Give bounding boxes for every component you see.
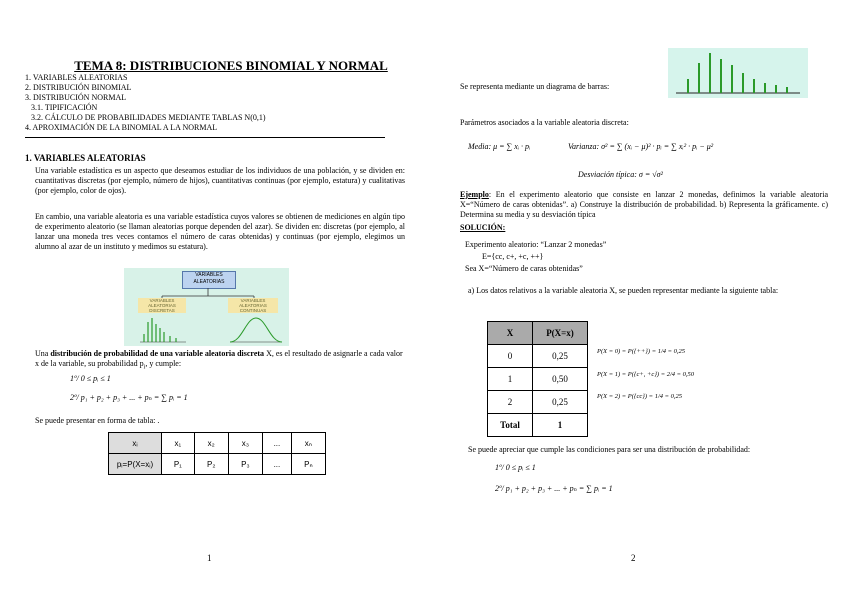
table-cell: 1 [533,414,588,437]
toc-item: 4. APROXIMACIÓN DE LA BINOMIAL A LA NORMAL [25,123,218,132]
condition-1: 1º/ 0 ≤ pᵢ ≤ 1 [70,374,111,383]
toc-item: 2. DISTRIBUCIÓN BINOMIAL [25,83,132,92]
toc-item: 3.2. CÁLCULO DE PROBABILIDADES MEDIANTE TABLAS N(0,1) [31,113,266,122]
table-cell: 0 [488,345,533,368]
condition-1: 1º/ 0 ≤ pᵢ ≤ 1 [495,463,536,472]
diagram-right: VARIABLES ALEATORIAS CONTINUAS [228,298,278,313]
toc-item: 3.1. TIPIFICACIÓN [31,103,98,112]
table-cell: pᵢ=P(X=xᵢ) [109,454,162,475]
table-cell: x₃ [228,433,262,454]
table-cell: xᵢ [109,433,162,454]
distribution-table [108,432,326,475]
toc [25,73,266,133]
condition-2: 2º/ p₁ + p₂ + p₃ + ... + pₙ = ∑ pᵢ = 1 [70,393,188,402]
table-cell: 2 [488,391,533,414]
table-header: X [488,322,533,345]
varianza-formula: Varianza: σ² = ∑ (xᵢ − μ)² · pᵢ = ∑ xᵢ² · pᵢ − μ² [568,142,714,151]
condition-2: 2º/ p₁ + p₂ + p₃ + ... + pₙ = ∑ pᵢ = 1 [495,484,613,493]
media-formula: Media: μ = ∑ xᵢ · pᵢ [468,142,531,151]
page-number: 2 [631,553,636,563]
table-cell: P₂ [194,454,228,475]
table-cell: xₙ [291,433,325,454]
solution-label: SOLUCIÓN: [460,223,506,232]
table-cell: Total [488,414,533,437]
experiment-line: Experimento aleatorio: “Lanzar 2 monedas” [465,240,607,249]
table-cell: x₂ [194,433,228,454]
table-cell: Pₙ [291,454,325,475]
page-title: TEMA 8: DISTRIBUCIONES BINOMIAL Y NORMAL [74,58,388,73]
verify-text: Se puede apreciar que cumple las condiciones para ser una distribución de probabilidad: [468,445,751,454]
probability-table [487,321,588,437]
divider [25,137,385,138]
toc-item: 1. VARIABLES ALEATORIAS [25,73,128,82]
a-text: a) Los datos relativos a la variable aleatoria X, se pueden representar mediante la siguiente tabla: [468,286,779,295]
table-cell: ... [263,454,292,475]
table-cell: x₁ [162,433,195,454]
table-cell: ... [263,433,292,454]
page-number: 1 [207,553,212,563]
table-cell: P₃ [228,454,262,475]
toc-item: 3. DISTRIBUCIÓN NORMAL [25,93,127,102]
normal-curve-icon [228,316,284,344]
prob-1: P(X = 1) = P({c+, +c}) = 2/4 = 0,50 [597,371,695,378]
paragraph: Una distribución de probabilidad de una variable aleatoria discreta X, es el resultado de asignarle a cada valor x de la variable, su probabilidad $p_i$, y cumple: [35,349,403,371]
prob-0: P(X = 0) = P({++}) = 1/4 = 0,25 [597,348,686,355]
paragraph: Una variable estadística es un aspecto que deseamos estudiar de los individuos de una población, y se dividen en: cuantitativas discretas (por ejemplo, número de hijos), cuantitativas continuas (por ejemplo, estatura) y cualitativas (por ejemplo, color de ojos). [35,166,405,195]
table-cell: 1 [488,368,533,391]
paragraph: En cambio, una variable aleatoria es una variable estadística cuyos valores se obtienen de mediciones en algún tipo de experimento aleatorio (se llaman aleatorias porque dependen del azar). Se dividen en: discretas (por ejemplo, al lanzar una moneda tres veces contamos el número de caras obtenidas) y continuas (por ejemplo, elegimos un alumno al azar de un instituto y medimos su estatura). [35,212,405,251]
variables-diagram [124,268,289,346]
diagram-left: VARIABLES ALEATORIAS DISCRETAS [138,298,186,313]
section-heading: 1. VARIABLES ALEATORIAS [25,153,146,163]
table-cell: P₁ [162,454,195,475]
desviacion-formula: Desviación típica: σ = √σ² [578,170,663,179]
table-cell: 0,25 [533,345,588,368]
example: Ejemplo: En el experimento aleatorio que consiste en lanzar 2 monedas, definimos la variable aleatoria X=“Número de caras obtenidas”. a) Construye la distribución de probabilidad. b) Representa la gráficamente. c) Determina su media y su desviación típica [460,190,828,219]
prob-2: P(X = 2) = P({cc}) = 1/4 = 0,25 [597,393,683,400]
bars-text: Se representa mediante un diagrama de barras: [460,82,610,91]
discrete-bars-icon [138,316,188,344]
diagram-root: VARIABLES ALEATORIAS [182,271,236,289]
bar-chart-icon [668,48,808,98]
table-cell: 0,25 [533,391,588,414]
variable-def: Sea X=“Número de caras obtenidas” [465,264,583,273]
table-cell: 0,50 [533,368,588,391]
params-text: Parámetros asociados a la variable aleatoria discreta: [460,118,629,127]
sample-space: E={cc, c+, +c, ++} [482,252,544,261]
table-header: P(X=x) [533,322,588,345]
table-intro: Se puede presentar en forma de tabla: . [35,416,160,425]
